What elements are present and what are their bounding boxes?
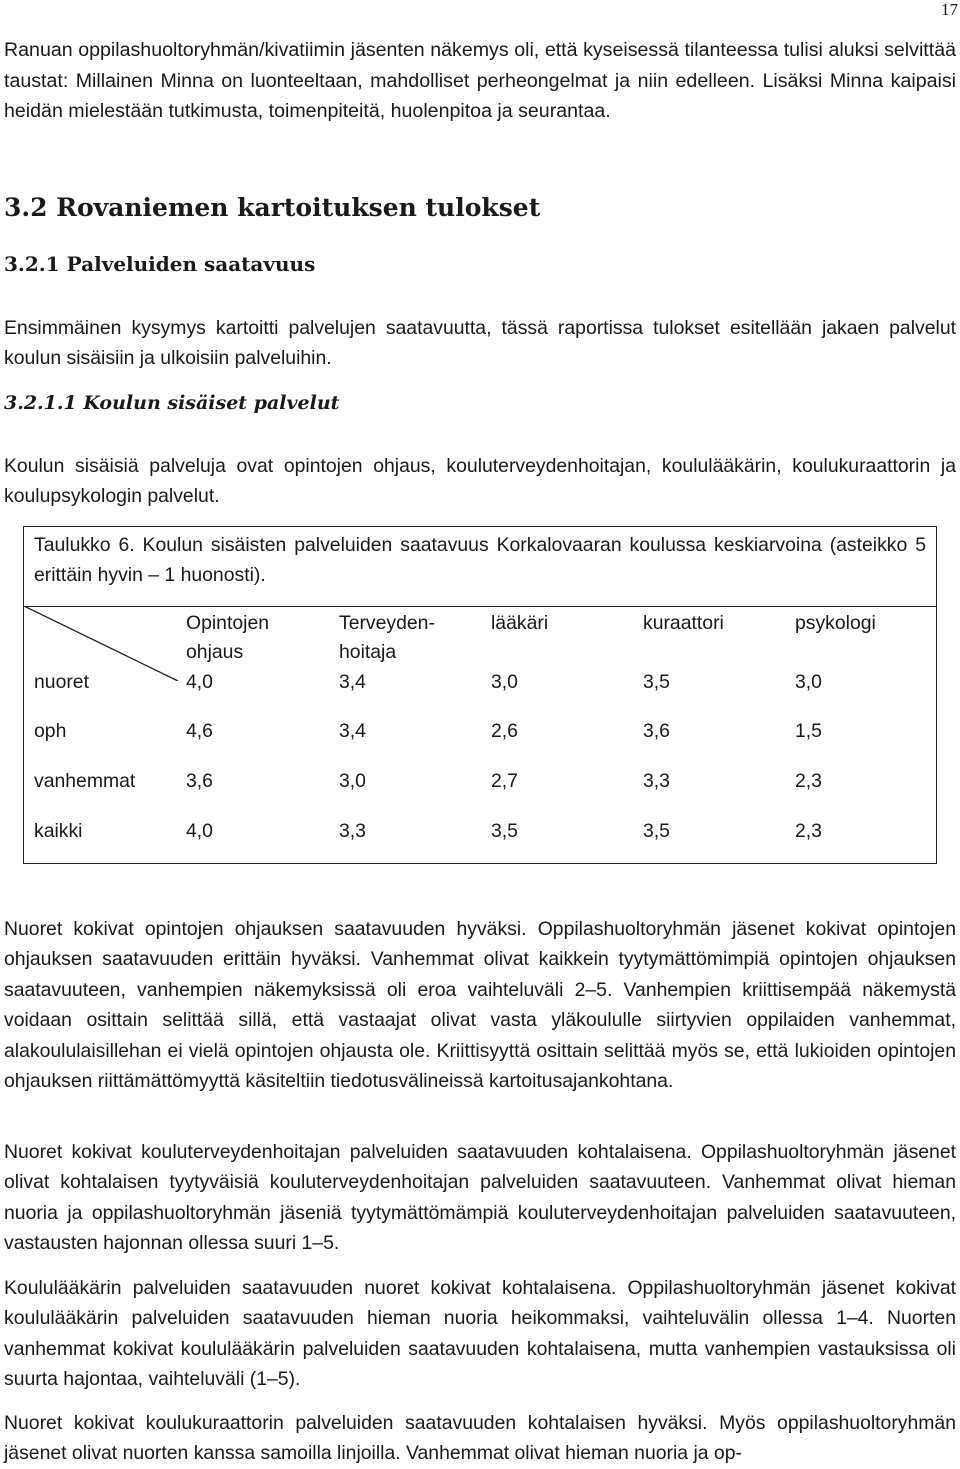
table-cell: 2,6 xyxy=(491,720,518,742)
intro-paragraph: Ranuan oppilashuoltoryhmän/kivatiimin jäsenten näkemys oli, että kyseisessä tilanteessa tulisi aluksi selvittää taustat: Millainen Minna on luonteeltaan, mahdolliset perheongelmat ja niin edelleen. Lisäksi Minna kaipaisi heidän mielestään tutkimusta, toimenpiteitä, huolenpitoa ja seurantaa. xyxy=(4,39,956,123)
paragraph-internal-services: Koulun sisäisiä palveluja ovat opintojen ohjaus, kouluterveydenhoitajan, koululääkärin, koulukuraattorin ja koulupsykologin palvelut. xyxy=(4,455,956,508)
section-heading: 3.2 Rovaniemen kartoituksen tulokset xyxy=(4,193,541,222)
subsubsection-heading: 3.2.1.1 Koulun sisäiset palvelut xyxy=(4,392,340,414)
paragraph-nurse: Nuoret kokivat kouluterveydenhoitajan palveluiden saatavuuden kohtalaisena. Oppilashuoltoryhmän jäsenet olivat kohtalaisen tyytyväisiä kouluterveydenhoitajan palveluiden saatavuuteen. Vanhemmat olivat hieman nuoria ja oppilashuoltoryhmän jäseniä tyytymättömämpiä kouluterveydenhoitajan palveluiden saatavuuteen, vastausten hajonnan ollessa suuri 1–5. xyxy=(4,1141,956,1255)
paragraph-curator: Nuoret kokivat koulukuraattorin palveluiden saatavuuden kohtalaisen hyväksi. Myös oppilashuoltoryhmän jäsenet olivat nuorten kanssa samoilla linjoilla. Vanhemmat olivat hieman nuoria ja op- xyxy=(4,1412,956,1465)
header-cell: Terveyden- hoitaja xyxy=(339,612,435,663)
row-label: nuoret xyxy=(34,671,89,693)
row-label: vanhemmat xyxy=(34,770,136,792)
table-cell: 3,4 xyxy=(339,671,366,693)
paragraph-doctor: Koululääkärin palveluiden saatavuuden nuoret kokivat kohtalaisena. Oppilashuoltoryhmän jäsenet kokivat koululääkärin palveluiden saatavuuden hieman nuoria heikommaksi, vaihteluvälin ollessa 1–4. Nuorten vanhemmat kokivat koululääkärin palveluiden saatavuuden kohtalaisena, mutta vanhempien vastauksissa oli suurta hajontaa, vaihteluväli (1–5). xyxy=(4,1277,956,1391)
table-cell: 3,0 xyxy=(339,770,366,792)
table-cell: 3,5 xyxy=(491,820,518,842)
table-cell: 3,3 xyxy=(643,770,670,792)
table-cell: 3,3 xyxy=(339,820,366,842)
table-cell: 3,0 xyxy=(491,671,518,693)
table-cell: 3,0 xyxy=(795,671,822,693)
table-cell: 4,0 xyxy=(186,671,213,693)
page-number: 17 xyxy=(941,0,958,19)
table-cell: 3,5 xyxy=(643,820,670,842)
table-cell: 1,5 xyxy=(795,720,822,742)
header-cell: lääkäri xyxy=(491,612,549,634)
table-cell: 4,6 xyxy=(186,720,213,742)
row-label: oph xyxy=(34,720,67,742)
table-caption: Taulukko 6. Koulun sisäisten palveluiden saatavuus Korkalovaaran koulussa keskiarvoina (asteikko 5 erittäin hyvin – 1 huonosti). xyxy=(34,534,926,586)
table-cell: 3,6 xyxy=(643,720,670,742)
table-cell: 2,3 xyxy=(795,770,822,792)
subsection-heading: 3.2.1 Palveluiden saatavuus xyxy=(4,252,316,276)
table-cell: 3,6 xyxy=(186,770,213,792)
header-cell: kuraattori xyxy=(643,612,724,634)
paragraph-guidance: Nuoret kokivat opintojen ohjauksen saatavuuden hyväksi. Oppilashuoltoryhmän jäsenet kokivat opintojen ohjauksen saatavuuden erittäin hyväksi. Vanhemmat olivat kaikkein tyytymättömimpiä opintojen ohjauksen saatavuuteen, vanhempien näkemyksissä oli eroa vaihteluväli 2–5. Vanhempien kriittisempää näkemystä voidaan osittain selittää sillä, että vastaajat olivat vasta yläkoululle siirtyvien oppilaiden vanhemmat, alakoululaisillehan ei vielä opintojen ohjausta ole. Kriittisyyttä osittain selittää myös se, että lukioiden opintojen ohjauksen riittämättömyyttä käsiteltiin tiedotusvälineissä kartoitusajankohtana. xyxy=(4,918,956,1093)
row-label: kaikki xyxy=(34,820,83,842)
header-cell: psykologi xyxy=(795,612,876,634)
paragraph-availability: Ensimmäinen kysymys kartoitti palvelujen saatavuutta, tässä raportissa tulokset esitellään jakaen palvelut koulun sisäisiin ja ulkoisiin palveluihin. xyxy=(4,317,956,370)
header-cell: Opintojen ohjaus xyxy=(186,612,270,663)
table-cell: 2,7 xyxy=(491,770,518,792)
results-table xyxy=(23,526,937,864)
table-cell: 3,4 xyxy=(339,720,366,742)
table-cell: 4,0 xyxy=(186,820,213,842)
table-cell: 2,3 xyxy=(795,820,822,842)
table-cell: 3,5 xyxy=(643,671,670,693)
